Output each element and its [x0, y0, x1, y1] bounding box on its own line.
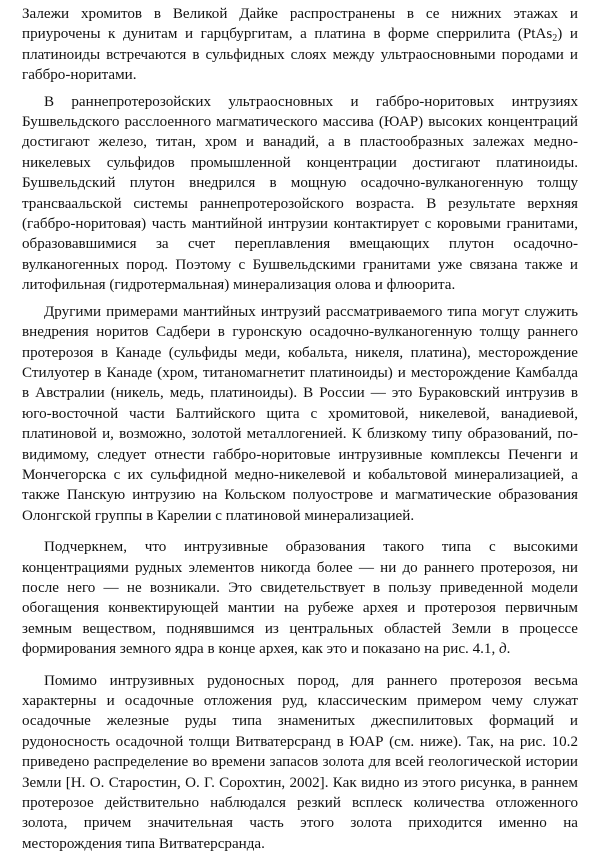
- paragraph-4: [22, 537, 578, 659]
- figure-ref-italic: д: [499, 641, 507, 658]
- paragraph-5: Помимо интрузивных рудоносных пород, для раннего протерозоя весьма характерны и осадочные отложения руд, классическим примером чему служат осадочные железные руды типа знаменитых джеспилитовых формаций и рудоносность осадочной толщи Витватерсранд в ЮАР (см. ниже). Так, на рис. 10.2 приведено распределение во времени запасов золота для всей геологической истории Земли [Н. О. Старостин, О. Г. Сорохтин, 2002]. Как видно из этого рисунка, в раннем протерозое действительно наблюдался резкий всплеск количества отложенного золота, причем значительная часть этого золота приходится именно на месторождения типа Витватерсранда.: [22, 672, 578, 852]
- paragraph-1: [22, 4, 578, 86]
- paragraph-4-text-before: Подчеркнем, что интрузивные образования такого типа с высокими концентрациями рудных элементов никогда более — ни до раннего протерозоя, ни после него — не возникали. Это свидетельствует в пользу приведенной модели обогащения конвектирующей мантии на рубеже архея и протерозоя первичным земным веществом, поднявшимся из центральных областей Земли в процессе формирования земного ядра в конце архея, как это и показано на рис. 4.1,: [22, 539, 578, 658]
- paragraph-4-text-after: .: [506, 641, 511, 658]
- document-page: [22, 4, 578, 865]
- subscript-2: 2: [552, 33, 558, 45]
- paragraph-1-text-after: ) и платиноиды встречаются в сульфидных слоях между ультраосновными породами и габбро-норитами.: [22, 26, 578, 84]
- paragraph-1-text-before: Залежи хромитов в Великой Дайке распространены в се нижних этажах и приурочены к дунитам и гарцбургитам, а платина в форме сперрилита (PtAs: [22, 6, 578, 43]
- paragraph-3: Другими примерами мантийных интрузий рассматриваемого типа могут служить внедрения норитов Садбери в гуронскую осадочно-вулканогенную толщу раннего протерозоя в Канаде (сульфиды меди, кобальта, никеля, платина), месторождение Стилуотер в Канаде (хром, титаномагнетит платиноиды) и месторождение Камбалда в Австралии (никель, медь, платиноиды). В России — это Бураковский интрузив в юго-восточной части Балтийского щита с хромитовой, никелевой, ванадиевой, платиновой и, возможно, золотой металлогенией. К близкому типу образований, по-видимому, следует отнести габбро-норитовые интрузивные комплексы Печенги и Мончегорска с их сульфидной медно-никелевой и кобальтовой минерализацией, а также Панскую интрузию на Кольском полуострове и магматические образования Олонгской группы в Карелии с платиновой минерализацией.: [22, 303, 578, 524]
- paragraph-2: В раннепротерозойских ультраосновных и габбро-норитовых интрузиях Бушвельдского расслоенного магматического массива (ЮАР) высоких концентраций достигают железо, титан, хром и ванадий, а в пластообразных залежах медно-никелевых сульфидов промышленной концентрации достигают платиноиды. Бушвельдский плутон внедрился в мощную осадочно-вулканогенную толщу трансваальской системы раннепротерозойского возраста. В результате верхняя (габбро-норитовая) часть мантийной интрузии контактирует с коровыми гранитами, образовавшимися за счет переплавления вмещающих плутон осадочно-вулканогенных пород. Поэтому с Бушвельдскими гранитами уже связана также и литофильная (гидротермальная) минерализация олова и флюорита.: [22, 93, 578, 294]
